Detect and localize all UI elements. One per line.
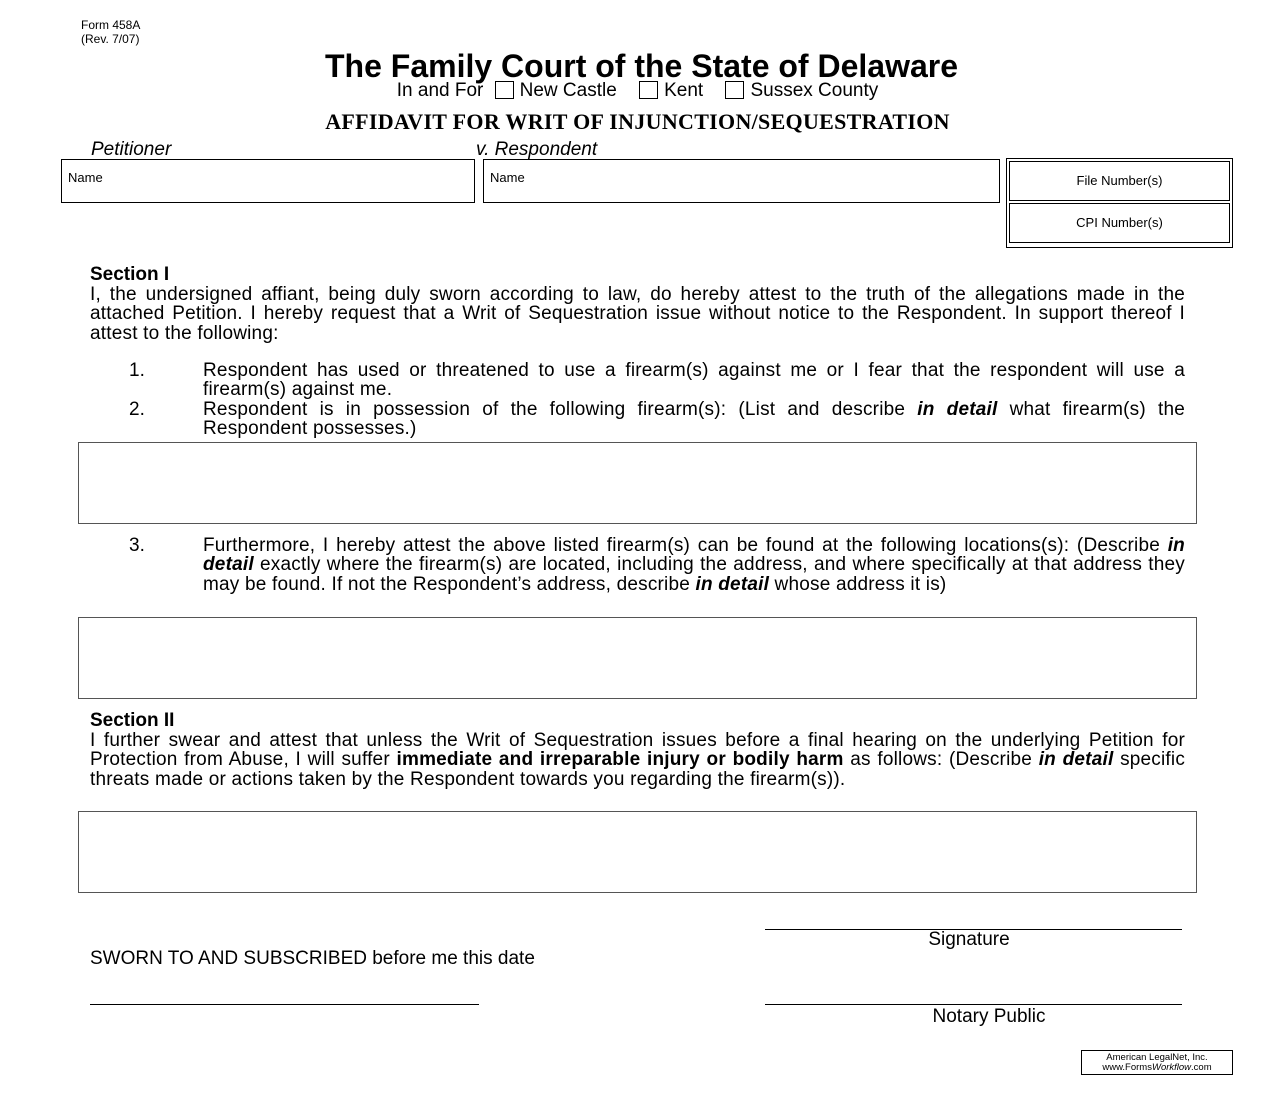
in-detail-emphasis: in detail: [917, 399, 998, 420]
file-number-field[interactable]: [1009, 161, 1230, 201]
publisher-name: American LegalNet, Inc.: [1106, 1052, 1208, 1063]
publisher-stamp: [1081, 1050, 1233, 1075]
publisher-website: www.FormsWorkflow.com: [1102, 1062, 1212, 1073]
threats-description-field[interactable]: [78, 811, 1197, 893]
signature-label: Signature: [928, 929, 1010, 950]
notary-public-label: Notary Public: [932, 1006, 1046, 1027]
item-2-number: 2.: [129, 399, 145, 420]
form-id: [81, 18, 140, 46]
form-number: Form 458A: [81, 18, 141, 32]
notary-signature-line[interactable]: [765, 1004, 1182, 1005]
sworn-statement: SWORN TO AND SUBSCRIBED before me this date: [90, 948, 535, 969]
bold-phrase: immediate and irreparable injury or bodily harm: [396, 749, 844, 771]
in-detail-emphasis: in detail: [695, 573, 770, 595]
case-number-box: [1006, 158, 1233, 248]
in-detail-emphasis: in detail: [1038, 749, 1114, 771]
kent-label: Kent: [664, 80, 704, 101]
item-3-text: Furthermore, I hereby attest the above listed firearm(s) can be found at the following locations(s): (Describe in detail exactly where the firearm(s) are located, including the address, and where specifically at that address they may be found. If not the Respondent’s address, describe in detail whose address it is): [203, 535, 1185, 595]
item-1-number: 1.: [129, 360, 145, 381]
section-1-intro: I, the undersigned affiant, being duly sworn according to law, do hereby attest to the truth of the allegations made in the attached Petition. I hereby request that a Writ of Sequestration issue without notice to the Respondent. In support thereof I attest to the following:: [90, 284, 1185, 344]
section-1-heading: Section I: [90, 264, 170, 285]
firearms-list-field[interactable]: [78, 442, 1197, 524]
new-castle-checkbox[interactable]: [495, 81, 514, 99]
section-2-text: I further swear and attest that unless the Writ of Sequestration issues before a final hearing on the underlying Petition for Protection from Abuse, I will suffer immediate and irreparable injury or bodily harm as follows: (Describe in detail specific threats made or actions taken by the Respondent towards you regarding the firearm(s)).: [90, 730, 1186, 790]
cpi-number-label: CPI Number(s): [1076, 215, 1163, 230]
sussex-county-checkbox[interactable]: [725, 81, 744, 99]
in-and-for-label: In and For: [396, 80, 484, 101]
section-2-heading: Section II: [90, 710, 175, 731]
sussex-county-label: Sussex County: [750, 80, 879, 101]
county-selection: [0, 80, 1275, 102]
respondent-name-field[interactable]: [483, 159, 1000, 203]
item-2-text: Respondent is in possession of the following firearm(s): (List and describe in detail what firearm(s) the Respondent possesses.): [203, 399, 1186, 440]
item-3-number: 3.: [129, 535, 145, 556]
respondent-label: v. Respondent: [476, 139, 598, 160]
petitioner-name-label: Name: [68, 170, 103, 185]
court-title: The Family Court of the State of Delaware: [325, 48, 958, 84]
cpi-number-field[interactable]: [1009, 203, 1230, 243]
date-line[interactable]: [90, 1004, 479, 1005]
respondent-name-label: Name: [490, 170, 525, 185]
form-revision: (Rev. 7/07): [81, 32, 140, 46]
new-castle-label: New Castle: [519, 80, 617, 101]
document-title: AFFIDAVIT FOR WRIT OF INJUNCTION/SEQUESTRATION: [325, 109, 950, 134]
petitioner-label: Petitioner: [91, 139, 172, 160]
in-detail-emphasis: in detail: [203, 535, 1185, 576]
petitioner-name-field[interactable]: [61, 159, 475, 203]
firearms-location-field[interactable]: [78, 617, 1197, 699]
file-number-label: File Number(s): [1076, 173, 1163, 188]
item-1-text: Respondent has used or threatened to use a firearm(s) against me or I fear that the respondent will use a firearm(s) against me.: [203, 360, 1185, 401]
kent-checkbox[interactable]: [639, 81, 658, 99]
